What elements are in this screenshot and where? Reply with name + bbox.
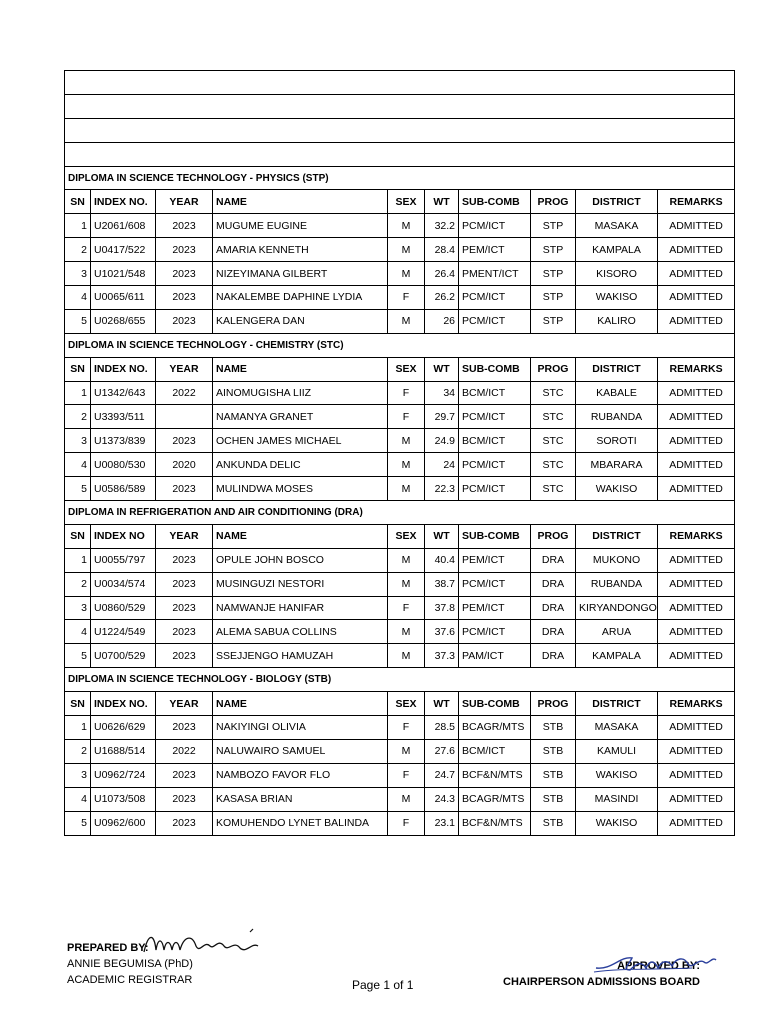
cell-remarks: ADMITTED — [658, 429, 735, 453]
cell-sn: 5 — [65, 477, 91, 501]
cell-index-no: U0055/797 — [91, 548, 156, 572]
header-sn: SN — [65, 692, 91, 716]
table-row — [65, 763, 735, 787]
table-row — [65, 238, 735, 262]
cell-name: NIZEYIMANA GILBERT — [213, 262, 388, 286]
cell-index-no: U1373/839 — [91, 429, 156, 453]
cell-sex: M — [388, 262, 425, 286]
cell-wt: 24.3 — [425, 787, 459, 811]
cell-district: ARUA — [576, 620, 658, 644]
cell-sex: M — [388, 620, 425, 644]
cell-remarks: ADMITTED — [658, 309, 735, 333]
section-title: DIPLOMA IN SCIENCE TECHNOLOGY - CHEMISTRY (STC) — [65, 333, 735, 357]
header-sex: SEX — [388, 692, 425, 716]
cell-sex: F — [388, 405, 425, 429]
cell-prog: STP — [531, 214, 576, 238]
cell-district: WAKISO — [576, 763, 658, 787]
cell-prog: STP — [531, 262, 576, 286]
cell-district: MASAKA — [576, 716, 658, 740]
header-year: YEAR — [156, 524, 213, 548]
cell-prog: STB — [531, 811, 576, 835]
cell-remarks: ADMITTED — [658, 596, 735, 620]
approved-by-label: APPROVED BY: — [617, 960, 700, 972]
cell-index-no: U0586/589 — [91, 477, 156, 501]
cell-index-no: U0860/529 — [91, 596, 156, 620]
header-prog: PROG — [531, 190, 576, 214]
header-year: YEAR — [156, 357, 213, 381]
cell-sub-comb: PAM/ICT — [459, 644, 531, 668]
cell-name: MULINDWA MOSES — [213, 477, 388, 501]
cell-remarks: ADMITTED — [658, 716, 735, 740]
cell-sn: 2 — [65, 572, 91, 596]
cell-wt: 38.7 — [425, 572, 459, 596]
section-title-row — [65, 668, 735, 692]
cell-index-no: U1688/514 — [91, 739, 156, 763]
cell-prog: STB — [531, 739, 576, 763]
table-row — [65, 405, 735, 429]
table-row — [65, 286, 735, 310]
cell-index-no: U0034/574 — [91, 572, 156, 596]
table-row — [65, 596, 735, 620]
cell-year: 2023 — [156, 238, 213, 262]
header-year: YEAR — [156, 692, 213, 716]
section-title-row — [65, 501, 735, 525]
cell-sn: 5 — [65, 644, 91, 668]
cell-name: NALUWAIRO SAMUEL — [213, 739, 388, 763]
header-district: DISTRICT — [576, 692, 658, 716]
cell-index-no: U0700/529 — [91, 644, 156, 668]
cell-district: WAKISO — [576, 811, 658, 835]
cell-year: 2023 — [156, 763, 213, 787]
table-row — [65, 429, 735, 453]
cell-index-no: U0065/611 — [91, 286, 156, 310]
header-sn: SN — [65, 357, 91, 381]
cell-district: KAMPALA — [576, 644, 658, 668]
cell-prog: STP — [531, 238, 576, 262]
cell-year: 2023 — [156, 716, 213, 740]
cell-index-no: U0962/724 — [91, 763, 156, 787]
cell-index-no: U2061/608 — [91, 214, 156, 238]
header-index-no: INDEX NO. — [91, 190, 156, 214]
cell-name: KOMUHENDO LYNET BALINDA — [213, 811, 388, 835]
header-wt: WT — [425, 190, 459, 214]
cell-sn: 3 — [65, 262, 91, 286]
table-row — [65, 787, 735, 811]
header-wt: WT — [425, 524, 459, 548]
cell-wt: 22.3 — [425, 477, 459, 501]
header-district: DISTRICT — [576, 357, 658, 381]
cell-year: 2020 — [156, 453, 213, 477]
registrar-signature — [140, 926, 265, 960]
cell-name: MUGUME EUGINE — [213, 214, 388, 238]
header-name: NAME — [213, 190, 388, 214]
cell-remarks: ADMITTED — [658, 262, 735, 286]
cell-year: 2023 — [156, 787, 213, 811]
header-sn: SN — [65, 524, 91, 548]
cell-wt: 26.2 — [425, 286, 459, 310]
cell-sn: 5 — [65, 811, 91, 835]
cell-wt: 26.4 — [425, 262, 459, 286]
cell-prog: STB — [531, 787, 576, 811]
cell-year — [156, 405, 213, 429]
cell-prog: STC — [531, 381, 576, 405]
cell-prog: STB — [531, 763, 576, 787]
cell-remarks: ADMITTED — [658, 572, 735, 596]
cell-sub-comb: PCM/ICT — [459, 405, 531, 429]
cell-district: KALIRO — [576, 309, 658, 333]
cell-district: KAMPALA — [576, 238, 658, 262]
cell-sn: 4 — [65, 286, 91, 310]
cell-wt: 32.2 — [425, 214, 459, 238]
cell-year: 2023 — [156, 644, 213, 668]
cell-wt: 24 — [425, 453, 459, 477]
cell-sex: M — [388, 548, 425, 572]
cell-name: SSEJJENGO HAMUZAH — [213, 644, 388, 668]
cell-sex: F — [388, 286, 425, 310]
cell-index-no: U1224/549 — [91, 620, 156, 644]
cell-name: NAMANYA GRANET — [213, 405, 388, 429]
cell-index-no: U0268/655 — [91, 309, 156, 333]
cell-name: KALENGERA DAN — [213, 309, 388, 333]
header-index-no: INDEX NO. — [91, 357, 156, 381]
cell-sub-comb: BCM/ICT — [459, 429, 531, 453]
cell-wt: 24.7 — [425, 763, 459, 787]
header-index-no: INDEX NO — [91, 524, 156, 548]
cell-wt: 28.4 — [425, 238, 459, 262]
section-title: DIPLOMA IN SCIENCE TECHNOLOGY - PHYSICS (STP) — [65, 166, 735, 190]
cell-wt: 34 — [425, 381, 459, 405]
cell-prog: STP — [531, 286, 576, 310]
cell-prog: STC — [531, 405, 576, 429]
section-title: DIPLOMA IN REFRIGERATION AND AIR CONDITIONING (DRA) — [65, 501, 735, 525]
cell-wt: 24.9 — [425, 429, 459, 453]
cell-sex: F — [388, 811, 425, 835]
cell-district: MASAKA — [576, 214, 658, 238]
cell-district: MASINDI — [576, 787, 658, 811]
cell-prog: DRA — [531, 596, 576, 620]
cell-sex: M — [388, 477, 425, 501]
cell-sex: M — [388, 238, 425, 262]
cell-index-no: U0626/629 — [91, 716, 156, 740]
cell-name: NAMWANJE HANIFAR — [213, 596, 388, 620]
section-title: DIPLOMA IN SCIENCE TECHNOLOGY - BIOLOGY (STB) — [65, 668, 735, 692]
cell-index-no: U3393/511 — [91, 405, 156, 429]
cell-district: MUKONO — [576, 548, 658, 572]
cell-remarks: ADMITTED — [658, 787, 735, 811]
cell-sub-comb: PCM/ICT — [459, 620, 531, 644]
header-remarks: REMARKS — [658, 692, 735, 716]
cell-sub-comb: BCF&N/MTS — [459, 763, 531, 787]
cell-name: AMARIA KENNETH — [213, 238, 388, 262]
column-header-row — [65, 190, 735, 214]
header-name: NAME — [213, 692, 388, 716]
cell-year: 2023 — [156, 596, 213, 620]
blank-row — [65, 118, 735, 142]
table-row — [65, 811, 735, 835]
cell-remarks: ADMITTED — [658, 405, 735, 429]
header-remarks: REMARKS — [658, 357, 735, 381]
cell-sex: F — [388, 763, 425, 787]
cell-prog: STC — [531, 477, 576, 501]
cell-sub-comb: PEM/ICT — [459, 238, 531, 262]
cell-year: 2023 — [156, 214, 213, 238]
cell-index-no: U1073/508 — [91, 787, 156, 811]
table-row — [65, 214, 735, 238]
cell-sub-comb: PCM/ICT — [459, 572, 531, 596]
cell-name: NAMBOZO FAVOR FLO — [213, 763, 388, 787]
table-row — [65, 572, 735, 596]
cell-remarks: ADMITTED — [658, 238, 735, 262]
header-prog: PROG — [531, 692, 576, 716]
cell-district: WAKISO — [576, 286, 658, 310]
cell-wt: 28.5 — [425, 716, 459, 740]
cell-year: 2023 — [156, 286, 213, 310]
chairperson-signature — [592, 948, 722, 978]
header-sub-comb: SUB-COMB — [459, 357, 531, 381]
cell-sex: M — [388, 787, 425, 811]
header-sex: SEX — [388, 524, 425, 548]
page-number: Page 1 of 1 — [352, 978, 414, 992]
cell-sn: 1 — [65, 381, 91, 405]
cell-sub-comb: PCM/ICT — [459, 477, 531, 501]
cell-year: 2023 — [156, 262, 213, 286]
header-wt: WT — [425, 692, 459, 716]
cell-sub-comb: BCAGR/MTS — [459, 716, 531, 740]
cell-wt: 37.8 — [425, 596, 459, 620]
table-row — [65, 453, 735, 477]
admissions-table — [64, 70, 735, 836]
cell-sex: F — [388, 596, 425, 620]
cell-prog: STP — [531, 309, 576, 333]
cell-district: SOROTI — [576, 429, 658, 453]
cell-year: 2023 — [156, 811, 213, 835]
header-district: DISTRICT — [576, 524, 658, 548]
table-row — [65, 262, 735, 286]
cell-sex: M — [388, 309, 425, 333]
cell-sub-comb: BCM/ICT — [459, 381, 531, 405]
table-row — [65, 548, 735, 572]
cell-sex: F — [388, 381, 425, 405]
cell-index-no: U1342/643 — [91, 381, 156, 405]
cell-year: 2023 — [156, 309, 213, 333]
cell-sn: 2 — [65, 405, 91, 429]
cell-name: OPULE JOHN BOSCO — [213, 548, 388, 572]
cell-name: AINOMUGISHA LIIZ — [213, 381, 388, 405]
cell-wt: 40.4 — [425, 548, 459, 572]
cell-sn: 2 — [65, 238, 91, 262]
header-sub-comb: SUB-COMB — [459, 190, 531, 214]
cell-wt: 27.6 — [425, 739, 459, 763]
cell-index-no: U0962/600 — [91, 811, 156, 835]
cell-sex: M — [388, 429, 425, 453]
cell-index-no: U0080/530 — [91, 453, 156, 477]
cell-sex: M — [388, 572, 425, 596]
cell-sex: M — [388, 644, 425, 668]
cell-remarks: ADMITTED — [658, 548, 735, 572]
header-wt: WT — [425, 357, 459, 381]
cell-name: NAKALEMBE DAPHINE LYDIA — [213, 286, 388, 310]
cell-remarks: ADMITTED — [658, 811, 735, 835]
cell-sex: M — [388, 214, 425, 238]
cell-sn: 3 — [65, 763, 91, 787]
section-title-row — [65, 166, 735, 190]
prepared-by-label: PREPARED BY: — [67, 942, 149, 954]
cell-year: 2022 — [156, 381, 213, 405]
approved-by-title: CHAIRPERSON ADMISSIONS BOARD — [503, 976, 700, 988]
cell-sn: 3 — [65, 596, 91, 620]
cell-sub-comb: PEM/ICT — [459, 596, 531, 620]
table-row — [65, 477, 735, 501]
cell-name: ALEMA SABUA COLLINS — [213, 620, 388, 644]
cell-sn: 5 — [65, 309, 91, 333]
cell-prog: DRA — [531, 620, 576, 644]
table-row — [65, 620, 735, 644]
blank-row — [65, 142, 735, 166]
cell-sub-comb: PCM/ICT — [459, 214, 531, 238]
cell-sub-comb: PCM/ICT — [459, 453, 531, 477]
cell-prog: DRA — [531, 548, 576, 572]
table-row — [65, 381, 735, 405]
cell-sub-comb: PCM/ICT — [459, 286, 531, 310]
cell-wt: 29.7 — [425, 405, 459, 429]
cell-name: NAKIYINGI OLIVIA — [213, 716, 388, 740]
cell-prog: STB — [531, 716, 576, 740]
cell-sub-comb: PCM/ICT — [459, 309, 531, 333]
cell-district: KAMULI — [576, 739, 658, 763]
cell-sub-comb: PMENT/ICT — [459, 262, 531, 286]
cell-remarks: ADMITTED — [658, 739, 735, 763]
table-row — [65, 309, 735, 333]
cell-name: ANKUNDA DELIC — [213, 453, 388, 477]
header-sub-comb: SUB-COMB — [459, 524, 531, 548]
table-row — [65, 739, 735, 763]
cell-sub-comb: BCF&N/MTS — [459, 811, 531, 835]
cell-wt: 23.1 — [425, 811, 459, 835]
table-row — [65, 716, 735, 740]
cell-district: KABALE — [576, 381, 658, 405]
cell-wt: 37.6 — [425, 620, 459, 644]
header-sex: SEX — [388, 357, 425, 381]
cell-remarks: ADMITTED — [658, 477, 735, 501]
cell-index-no: U0417/522 — [91, 238, 156, 262]
header-prog: PROG — [531, 524, 576, 548]
cell-prog: DRA — [531, 572, 576, 596]
blank-row — [65, 71, 735, 95]
cell-name: KASASA BRIAN — [213, 787, 388, 811]
cell-prog: DRA — [531, 644, 576, 668]
cell-sn: 1 — [65, 214, 91, 238]
cell-index-no: U1021/548 — [91, 262, 156, 286]
cell-name: MUSINGUZI NESTORI — [213, 572, 388, 596]
cell-district: RUBANDA — [576, 572, 658, 596]
cell-wt: 26 — [425, 309, 459, 333]
prepared-by-title: ACADEMIC REGISTRAR — [67, 974, 193, 986]
cell-sn: 1 — [65, 548, 91, 572]
cell-sub-comb: PEM/ICT — [459, 548, 531, 572]
column-header-row — [65, 357, 735, 381]
header-index-no: INDEX NO. — [91, 692, 156, 716]
cell-year: 2023 — [156, 572, 213, 596]
header-name: NAME — [213, 524, 388, 548]
cell-remarks: ADMITTED — [658, 286, 735, 310]
cell-sn: 1 — [65, 716, 91, 740]
cell-sn: 4 — [65, 620, 91, 644]
cell-wt: 37.3 — [425, 644, 459, 668]
cell-sub-comb: BCAGR/MTS — [459, 787, 531, 811]
header-district: DISTRICT — [576, 190, 658, 214]
cell-year: 2023 — [156, 429, 213, 453]
cell-year: 2023 — [156, 620, 213, 644]
header-name: NAME — [213, 357, 388, 381]
cell-remarks: ADMITTED — [658, 381, 735, 405]
cell-sub-comb: BCM/ICT — [459, 739, 531, 763]
cell-prog: STC — [531, 453, 576, 477]
cell-name: OCHEN JAMES MICHAEL — [213, 429, 388, 453]
cell-remarks: ADMITTED — [658, 620, 735, 644]
cell-year: 2022 — [156, 739, 213, 763]
header-remarks: REMARKS — [658, 524, 735, 548]
prepared-by-name: ANNIE BEGUMISA (PhD) — [67, 958, 193, 970]
header-year: YEAR — [156, 190, 213, 214]
cell-district: MBARARA — [576, 453, 658, 477]
header-remarks: REMARKS — [658, 190, 735, 214]
column-header-row — [65, 692, 735, 716]
cell-sn: 4 — [65, 453, 91, 477]
cell-prog: STC — [531, 429, 576, 453]
cell-district: RUBANDA — [576, 405, 658, 429]
header-sub-comb: SUB-COMB — [459, 692, 531, 716]
blank-row — [65, 94, 735, 118]
cell-remarks: ADMITTED — [658, 644, 735, 668]
cell-year: 2023 — [156, 477, 213, 501]
cell-year: 2023 — [156, 548, 213, 572]
cell-sn: 4 — [65, 787, 91, 811]
cell-sn: 3 — [65, 429, 91, 453]
table-row — [65, 644, 735, 668]
cell-sn: 2 — [65, 739, 91, 763]
header-sn: SN — [65, 190, 91, 214]
cell-sex: F — [388, 716, 425, 740]
section-title-row — [65, 333, 735, 357]
cell-remarks: ADMITTED — [658, 763, 735, 787]
cell-remarks: ADMITTED — [658, 214, 735, 238]
cell-district: WAKISO — [576, 477, 658, 501]
column-header-row — [65, 524, 735, 548]
cell-remarks: ADMITTED — [658, 453, 735, 477]
cell-district: KIRYANDONGO — [576, 596, 658, 620]
cell-district: KISORO — [576, 262, 658, 286]
header-prog: PROG — [531, 357, 576, 381]
cell-sex: M — [388, 739, 425, 763]
cell-sex: M — [388, 453, 425, 477]
header-sex: SEX — [388, 190, 425, 214]
